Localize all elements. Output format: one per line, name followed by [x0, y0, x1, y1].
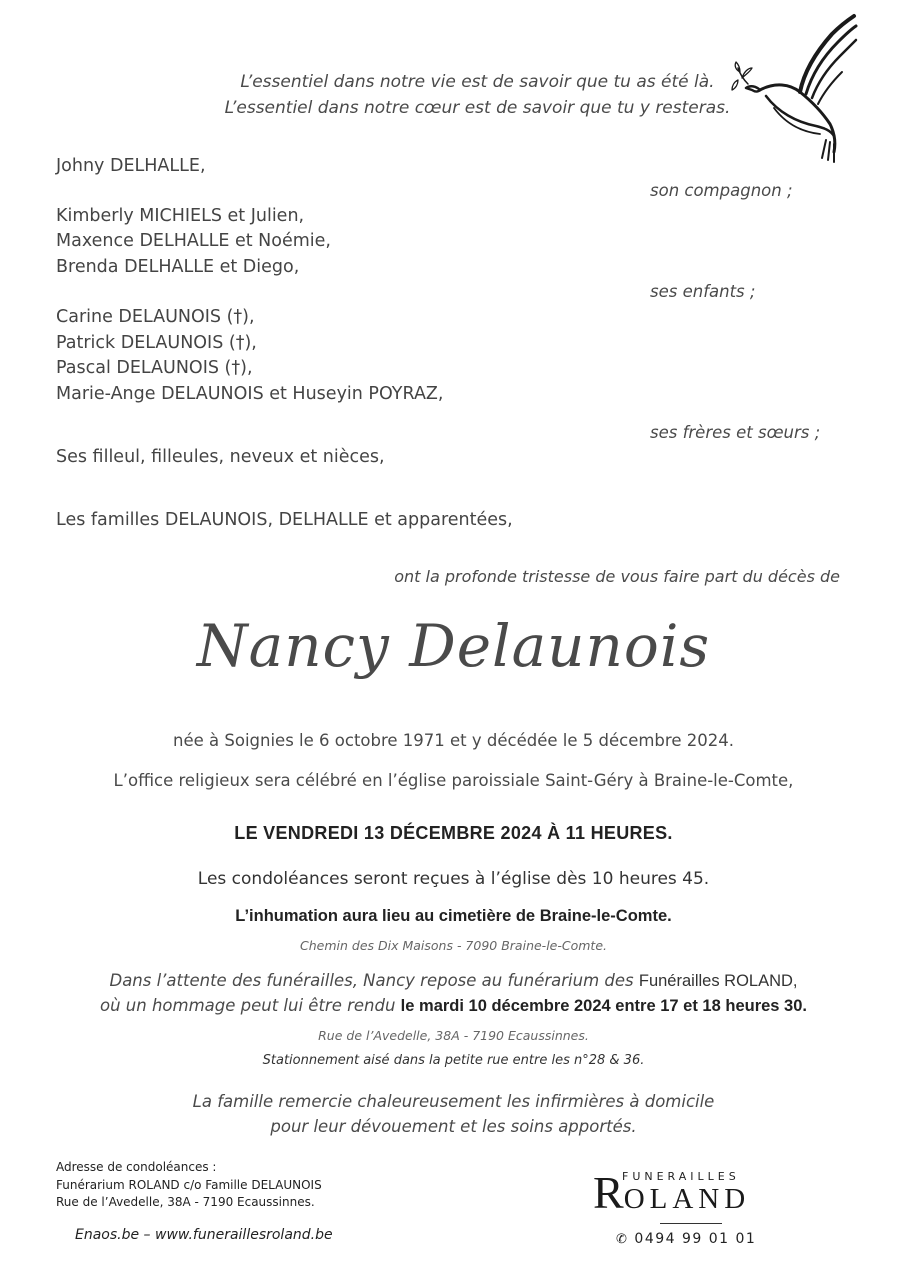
quote-line-1: L’essentiel dans notre vie est de savoir que tu as été là.	[240, 72, 715, 92]
companion-name: Johny DELHALLE,	[56, 156, 206, 176]
phone-number[interactable]	[616, 1231, 756, 1247]
logo-initial: R	[593, 1167, 624, 1218]
rest-line-2-text: où un hommage peut lui être rendu	[99, 996, 396, 1015]
child-name: Maxence DELHALLE et Noémie,	[56, 231, 331, 251]
rest-line-1-text: Dans l’attente des funérailles, Nancy repose au funérarium des	[109, 971, 634, 990]
child-name: Brenda DELHALLE et Diego,	[56, 257, 300, 277]
thanks-line-1: La famille remercie chaleureusement les infirmières à domicile	[192, 1092, 715, 1111]
deceased-name: Nancy Delaunois	[196, 612, 711, 680]
sibling-name: Marie-Ange DELAUNOIS et Huseyin POYRAZ,	[56, 384, 444, 404]
rest-line-1-company: Funérailles ROLAND,	[638, 972, 798, 990]
burial-line: L’inhumation aura lieu au cimetière de Braine-le-Comte.	[235, 907, 672, 925]
funerarium-address: Rue de l’Avedelle, 38A - 7190 Ecaussinnes.	[318, 1028, 589, 1043]
condolence-address-title: Adresse de condoléances :	[56, 1160, 217, 1174]
logo-divider	[660, 1223, 722, 1224]
birth-death-dates: née à Soignies le 6 octobre 1971 et y décédée le 5 décembre 2024.	[173, 731, 734, 750]
children-role: ses enfants ;	[650, 282, 756, 301]
condolence-address-line-2: Rue de l’Avedelle, 38A - 7190 Ecaussinnes.	[56, 1195, 315, 1209]
ceremony-datetime: LE VENDREDI 13 DÉCEMBRE 2024 À 11 HEURES.	[234, 823, 673, 843]
roland-logo	[593, 1167, 751, 1218]
thanks-line-2: pour leur dévouement et les soins apportés.	[270, 1117, 637, 1136]
logo-funerailles: FUNERAILLES	[622, 1170, 740, 1183]
families-line: Les familles DELAUNOIS, DELHALLE et apparentées,	[56, 510, 513, 530]
announcement-line: ont la profonde tristesse de vous faire part du décès de	[394, 567, 840, 586]
condolences-line: Les condoléances seront reçues à l’église dès 10 heures 45.	[197, 869, 710, 889]
child-name: Kimberly MICHIELS et Julien,	[56, 206, 305, 226]
godchildren-line: Ses filleul, filleules, neveux et nièces,	[56, 447, 385, 467]
rest-line-2-datetime: le mardi 10 décembre 2024 entre 17 et 18 heures 30.	[400, 997, 807, 1015]
burial-address: Chemin des Dix Maisons - 7090 Braine-le-Comte.	[300, 938, 607, 953]
condolence-address-line-1: Funérarium ROLAND c/o Famille DELAUNOIS	[56, 1178, 322, 1192]
sibling-name: Patrick DELAUNOIS (†),	[56, 333, 257, 353]
websites-link[interactable]: Enaos.be – www.funeraillesroland.be	[75, 1227, 333, 1243]
parking-note: Stationnement aisé dans la petite rue entre les n°28 & 36.	[262, 1053, 645, 1068]
phone-icon: ✆	[616, 1232, 629, 1247]
sibling-name: Pascal DELAUNOIS (†),	[56, 358, 253, 378]
quote-line-2: L’essentiel dans notre cœur est de savoir que tu y resteras.	[224, 98, 731, 118]
logo-rest: OLAND	[623, 1183, 751, 1215]
sibling-name: Carine DELAUNOIS (†),	[56, 307, 255, 327]
rest-line-1	[0, 971, 907, 991]
companion-role: son compagnon ;	[650, 181, 793, 200]
office-line: L’office religieux sera célébré en l’église paroissiale Saint-Géry à Braine-le-Comte,	[113, 771, 794, 790]
rest-line-2	[0, 996, 907, 1016]
phone-text: 0494 99 01 01	[634, 1231, 757, 1247]
siblings-role: ses frères et sœurs ;	[650, 423, 821, 442]
